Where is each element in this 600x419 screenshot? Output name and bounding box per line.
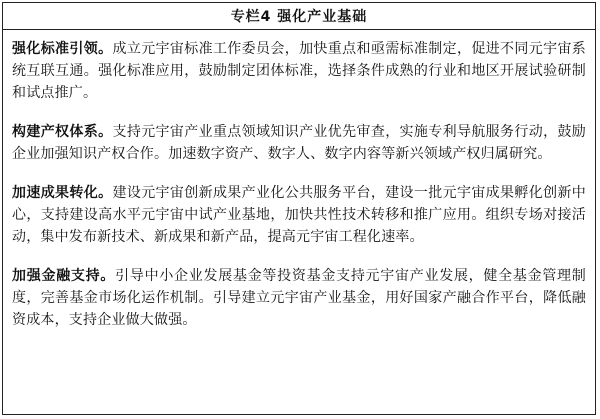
- box-content: [3, 30, 595, 331]
- section-heading: 构建产权体系。: [12, 124, 113, 140]
- section-finance: [12, 265, 586, 331]
- section-body: 支持元宇宙产业重点领域知识产业优先审查，实施专利导航服务行动，鼓励企业加强知识产权合作。加速数字资产、数字人、数字内容等新兴领域产权归属研究。: [12, 124, 586, 162]
- section-body: 建设元宇宙创新成果产业化公共服务平台，建设一批元宇宙成果孵化创新中心，支持建设高水平元宇宙中试产业基地，加快共性技术转移和推广应用。组织专场对接活动，集中发布新技术、新成果和新产品，提高元宇宙工程化速率。: [12, 185, 586, 245]
- section-heading: 加强金融支持。: [12, 268, 116, 284]
- section-body: 成立元宇宙标准工作委员会，加快重点和亟需标准制定，促进不同元宇宙系统互联互通。强化标准应用，鼓励制定团体标准，选择条件成熟的行业和地区开展试验研制和试点推广。: [12, 41, 586, 101]
- section-body: 引导中小企业发展基金等投资基金支持元宇宙产业发展，健全基金管理制度，完善基金市场化运作机制。引导建立元宇宙产业基金，用好国家产融合作平台，降低融资成本，支持企业做大做强。: [12, 268, 586, 328]
- section-commercialization: [12, 182, 586, 248]
- section-heading: 强化标准引领。: [12, 41, 113, 57]
- section-standards: [12, 38, 586, 104]
- box-title: 专栏4 强化产业基础: [3, 3, 595, 30]
- section-heading: 加速成果转化。: [12, 185, 113, 201]
- section-property-rights: [12, 121, 586, 165]
- policy-box: [2, 2, 596, 415]
